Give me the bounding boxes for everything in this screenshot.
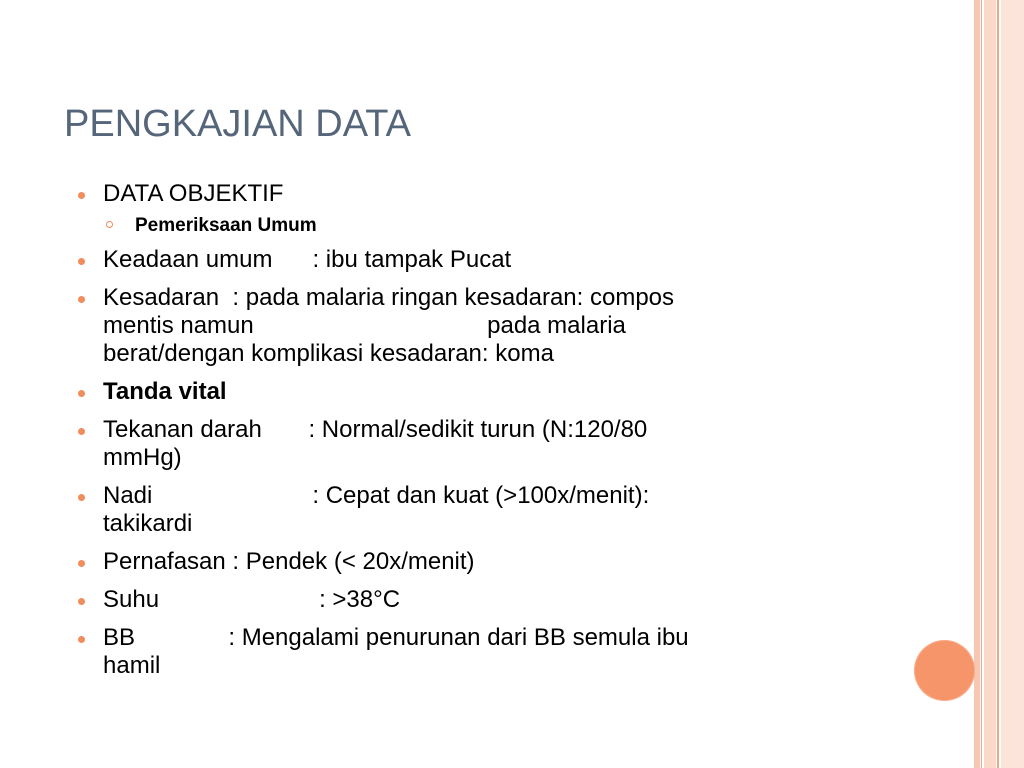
bullet-icon <box>78 192 85 199</box>
item-text: BB : Mengalami penurunan dari BB semula ibu <box>103 624 689 651</box>
item-text: Keadaan umum : ibu tampak Pucat <box>103 246 512 273</box>
sub-bullet-icon <box>106 221 113 228</box>
bullet-icon <box>78 598 85 605</box>
list-item <box>78 624 878 680</box>
list-item <box>78 416 878 472</box>
item-text: DATA OBJEKTIF <box>103 180 284 207</box>
item-text: hamil <box>103 652 161 679</box>
bullet-icon <box>78 636 85 643</box>
item-text: berat/dengan komplikasi kesadaran: koma <box>103 340 554 367</box>
item-text: Tanda vital <box>103 378 227 405</box>
list-item <box>78 284 878 368</box>
list-item <box>78 378 878 406</box>
item-text: takikardi <box>103 510 193 537</box>
stripe <box>984 0 996 768</box>
item-text: Suhu : >38°C <box>103 586 401 613</box>
list-item <box>78 548 878 576</box>
item-text: Pemeriksaan Umum <box>135 215 317 236</box>
item-text: Nadi : Cepat dan kuat (>100x/menit): <box>103 482 650 509</box>
slide-title: PENGKAJIAN DATA <box>64 103 411 145</box>
bullet-icon <box>78 494 85 501</box>
bullet-icon <box>78 390 85 397</box>
decorative-circle <box>914 640 975 701</box>
bullet-icon <box>78 296 85 303</box>
bullet-icon <box>78 258 85 265</box>
decorative-stripes <box>974 0 1024 768</box>
stripe <box>981 0 982 768</box>
item-text: mentis namun pada malaria <box>103 312 626 339</box>
list-subitem <box>78 212 878 240</box>
list-item <box>78 586 878 614</box>
stripe <box>974 0 980 768</box>
stripe <box>1001 0 1024 768</box>
bullet-icon <box>78 560 85 567</box>
item-text: Kesadaran : pada malaria ringan kesadaran: compos <box>103 284 675 311</box>
bullet-list <box>78 180 878 690</box>
stripe <box>997 0 999 768</box>
item-text: Tekanan darah : Normal/sedikit turun (N:120/80 <box>103 416 648 443</box>
item-text: Pernafasan : Pendek (< 20x/menit) <box>103 548 475 575</box>
bullet-icon <box>78 428 85 435</box>
list-item <box>78 482 878 538</box>
list-item <box>78 180 878 208</box>
list-item <box>78 246 878 274</box>
item-text: mmHg) <box>103 444 182 471</box>
